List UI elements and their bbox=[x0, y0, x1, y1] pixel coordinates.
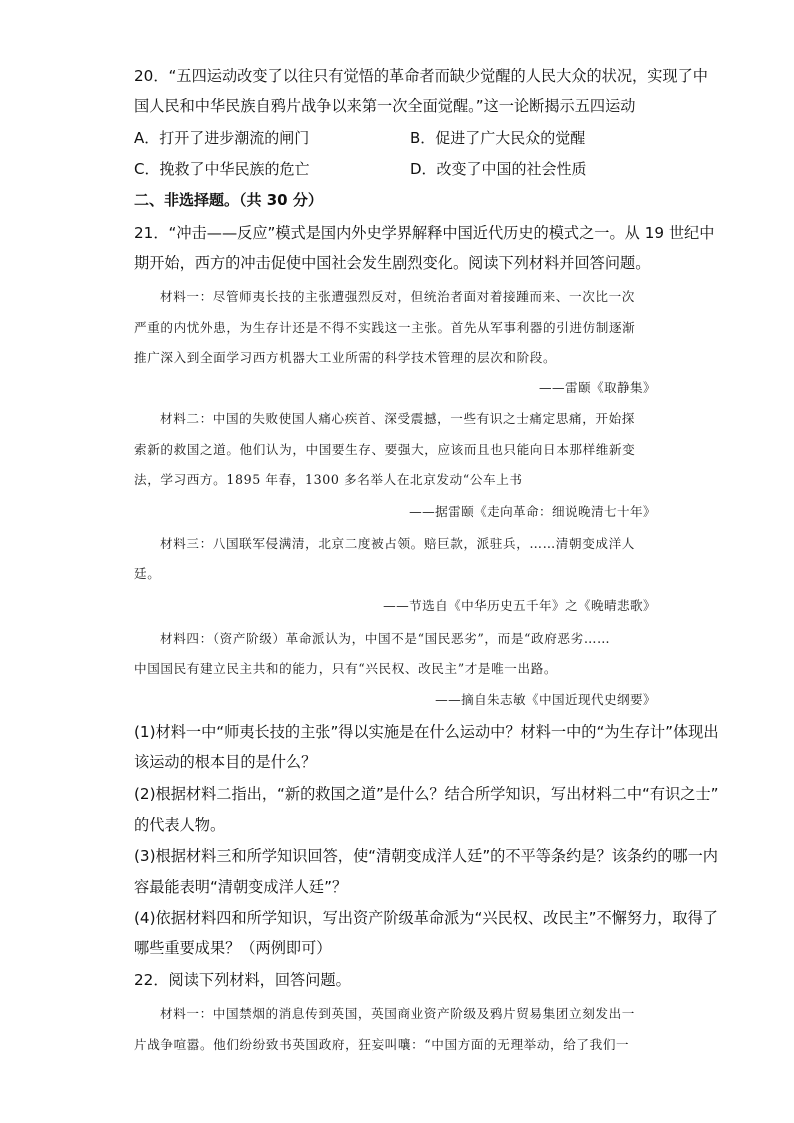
q20-option-a[interactable]: A．打开了进步潮流的闸门 bbox=[134, 129, 310, 147]
q21-material-4-line-2: 中国国民有建立民主共和的能力，只有“兴民权、改民主”才是唯一出路。 bbox=[134, 661, 558, 676]
q21-subquestion-4-line-2: 哪些重要成果？（两例即可） bbox=[134, 939, 332, 957]
q22-material-1-line-1: 材料一：中国禁烟的消息传到英国，英国商业资产阶级及鸦片贸易集团立刻发出一 bbox=[160, 1006, 635, 1021]
q21-material-1-source: ——雷颐《取静集》 bbox=[539, 380, 656, 395]
q21-subquestion-1-line-1: (1)材料一中“师夷长技的主张”得以实施是在什么运动中？材料一中的“为生存计”体现出 bbox=[134, 723, 719, 741]
q21-subquestion-3-line-2: 容最能表明“清朝变成洋人廷”？ bbox=[134, 878, 348, 896]
q21-material-2-line-2: 索新的救国之道。他们认为，中国要生存、要强大，应该而且也只能向日本那样维新变 bbox=[134, 442, 636, 457]
q20-option-c[interactable]: C．挽救了中华民族的危亡 bbox=[134, 160, 310, 178]
q21-material-3-line-1: 材料三：八国联军侵满清，北京二度被占领。赔巨款，派驻兵，……清朝变成洋人 bbox=[160, 536, 635, 551]
q21-material-2-source: ——据雷颐《走向革命：细说晚清七十年》 bbox=[409, 504, 656, 519]
q21-material-4-source: ——摘自朱志敏《中国近现代史纲要》 bbox=[435, 692, 656, 707]
q20-stem-line-2: 国人民和中华民族自鸦片战争以来第一次全面觉醒。”这一论断揭示五四运动 bbox=[134, 97, 636, 115]
q21-intro-line-1: 21．“冲击——反应”模式是国内外史学界解释中国近代历史的模式之一。从 19 世纪中 bbox=[134, 224, 715, 242]
q21-material-1-line-2: 严重的内忧外患，为生存计还是不得不实践这一主张。首先从军事利器的引进仿制逐渐 bbox=[134, 320, 636, 335]
q22-material-1-line-2: 片战争喧嚣。他们纷纷致书英国政府，狂妄叫嚷：“中国方面的无理举动，给了我们一 bbox=[134, 1037, 630, 1052]
q21-subquestion-2-line-1: (2)根据材料二指出，“新的救国之道”是什么？结合所学知识，写出材料二中“有识之士” bbox=[134, 785, 719, 803]
q21-intro-line-2: 期开始，西方的冲击促使中国社会发生剧烈变化。阅读下列材料并回答问题。 bbox=[134, 254, 651, 272]
q21-subquestion-3-line-1: (3)根据材料三和所学知识回答，使“清朝变成洋人廷”的不平等条约是？该条约的哪一内 bbox=[134, 847, 718, 865]
q21-subquestion-4-line-1: (4)依据材料四和所学知识，写出资产阶级革命派为“兴民权、改民主”不懈努力，取得了 bbox=[134, 909, 718, 927]
q21-subquestion-2-line-2: 的代表人物。 bbox=[134, 816, 226, 834]
q21-material-1-line-1: 材料一：尽管师夷长技的主张遭强烈反对，但统治者面对着接踵而来、一次比一次 bbox=[160, 289, 635, 304]
q22-intro: 22．阅读下列材料，回答问题。 bbox=[134, 971, 351, 989]
q21-material-1-line-3: 推广深入到全面学习西方机器大工业所需的科学技术管理的层次和阶段。 bbox=[134, 350, 557, 365]
q21-subquestion-1-line-2: 该运动的根本目的是什么？ bbox=[134, 753, 317, 771]
q21-material-2-line-1: 材料二：中国的失败使国人痛心疾首、深受震撼，一些有识之士痛定思痛，开始探 bbox=[160, 411, 635, 426]
q20-stem-line-1: 20．“五四运动改变了以往只有觉悟的革命者而缺少觉醒的人民大众的状况，实现了中 bbox=[134, 67, 708, 85]
q21-material-4-line-1: 材料四：（资产阶级）革命派认为，中国不是“国民恶劣”，而是“政府恶劣…… bbox=[160, 631, 611, 646]
q21-material-3-line-2: 廷。 bbox=[134, 566, 161, 581]
q21-material-3-source: ——节选自《中华历史五千年》之《晚晴悲歌》 bbox=[383, 598, 656, 613]
section-2-title: 二、非选择题。（共 30 分） bbox=[134, 191, 323, 209]
q20-option-d[interactable]: D．改变了中国的社会性质 bbox=[410, 160, 587, 178]
q21-material-2-line-3: 法，学习西方。1895 年春，1300 多名举人在北京发动“公车上书 bbox=[134, 472, 523, 487]
q20-option-b[interactable]: B．促进了广大民众的觉醒 bbox=[410, 129, 586, 147]
